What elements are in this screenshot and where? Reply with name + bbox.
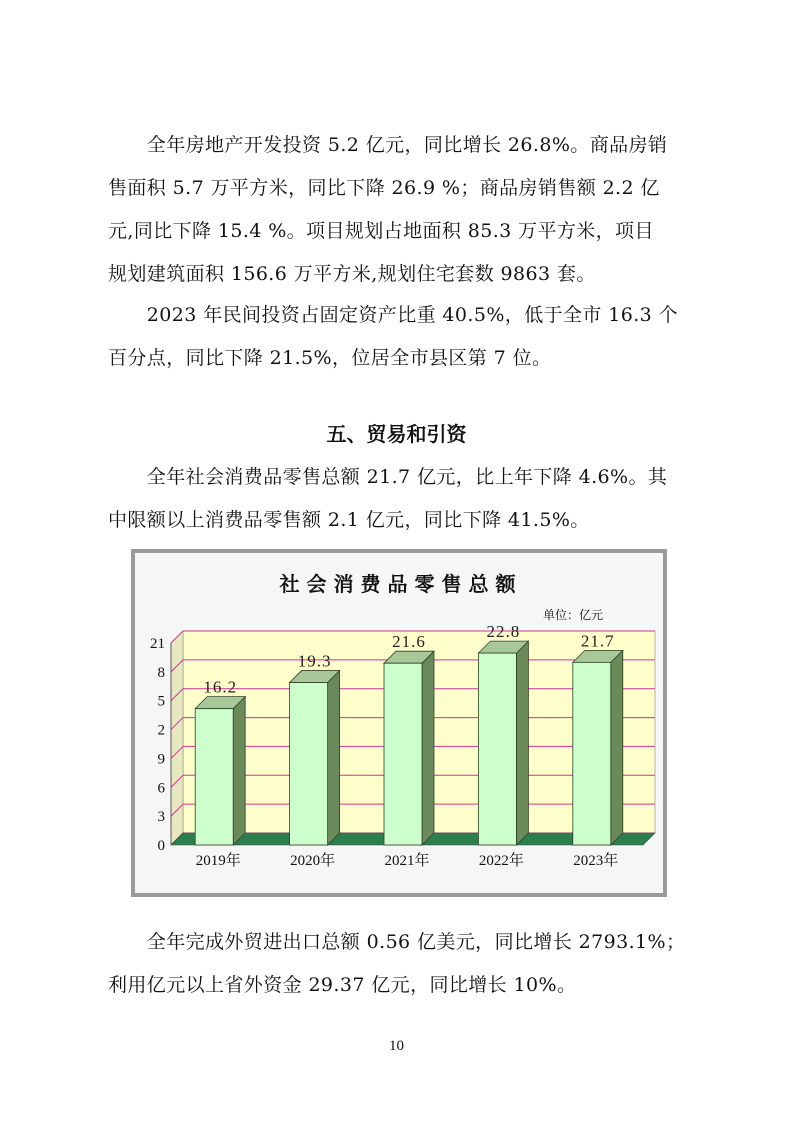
paragraph-foreign-trade	[108, 921, 694, 1007]
data-label: 21.7	[580, 631, 615, 651]
x-category-label: 2023年	[573, 853, 619, 869]
text-line: 元,同比下降 15.4 %。项目规划占地面积 85.3 万平方米，项目	[108, 220, 654, 242]
text-line: 售面积 5.7 万平方米，同比下降 26.9 %；商品房销售额 2.2 亿	[108, 177, 660, 199]
text-line: 全年社会消费品零售总额 21.7 亿元，比上年下降 4.6%。其	[108, 466, 668, 488]
data-label: 19.3	[297, 651, 332, 671]
bar	[573, 662, 611, 845]
bar-side	[328, 671, 340, 845]
bar	[290, 683, 328, 845]
chart-title: 社会消费品零售总额	[279, 572, 523, 596]
x-category-label: 2021年	[384, 853, 430, 869]
bar	[478, 653, 516, 845]
text-line: 全年完成外贸进出口总额 0.56 亿美元，同比增长 2793.1%；	[108, 931, 686, 953]
retail-sales-chart	[131, 549, 667, 897]
x-category-label: 2019年	[195, 853, 241, 869]
plot-side-wall	[171, 631, 183, 845]
paragraph-retail-sales	[108, 456, 694, 542]
bar	[384, 663, 422, 845]
page-number: 10	[389, 1038, 404, 1054]
text-line: 规划建筑面积 156.6 万平方米,规划住宅套数 9863 套。	[108, 263, 596, 285]
bar-side	[422, 651, 434, 845]
paragraph-private-investment	[108, 294, 694, 380]
data-label: 16.2	[203, 677, 238, 697]
bar-side	[611, 650, 623, 845]
bar-side	[516, 641, 528, 845]
data-label: 22.8	[486, 622, 521, 642]
y-tick-label: 21	[150, 636, 165, 652]
text-line: 全年房地产开发投资 5.2 亿元，同比增长 26.8%。商品房销	[108, 134, 668, 156]
x-category-label: 2022年	[478, 853, 524, 869]
bar-side	[233, 697, 245, 845]
text-line: 百分点，同比下降 21.5%，位居全市县区第 7 位。	[108, 347, 552, 369]
chart-canvas	[135, 553, 663, 893]
data-label: 21.6	[392, 632, 426, 652]
text-line: 2023 年民间投资占固定资产比重 40.5%，低于全市 16.3 个	[108, 304, 678, 326]
chart-unit-label: 单位：亿元	[543, 608, 604, 622]
x-category-label: 2020年	[290, 853, 336, 869]
y-tick-label: 6	[157, 780, 165, 797]
paragraph-real-estate	[108, 124, 694, 296]
y-tick-label: 5	[157, 693, 165, 710]
y-tick-label: 8	[157, 664, 165, 681]
y-tick-label: 9	[157, 751, 165, 768]
text-line: 中限额以上消费品零售额 2.1 亿元，同比下降 41.5%。	[108, 509, 590, 531]
y-tick-label: 3	[157, 809, 165, 826]
bar	[195, 709, 233, 845]
y-tick-label: 2	[157, 722, 165, 739]
section-title: 五、贸易和引资	[326, 422, 467, 446]
text-line: 利用亿元以上省外资金 29.37 亿元，同比增长 10%。	[108, 974, 577, 996]
y-tick-label: 0	[157, 838, 165, 854]
